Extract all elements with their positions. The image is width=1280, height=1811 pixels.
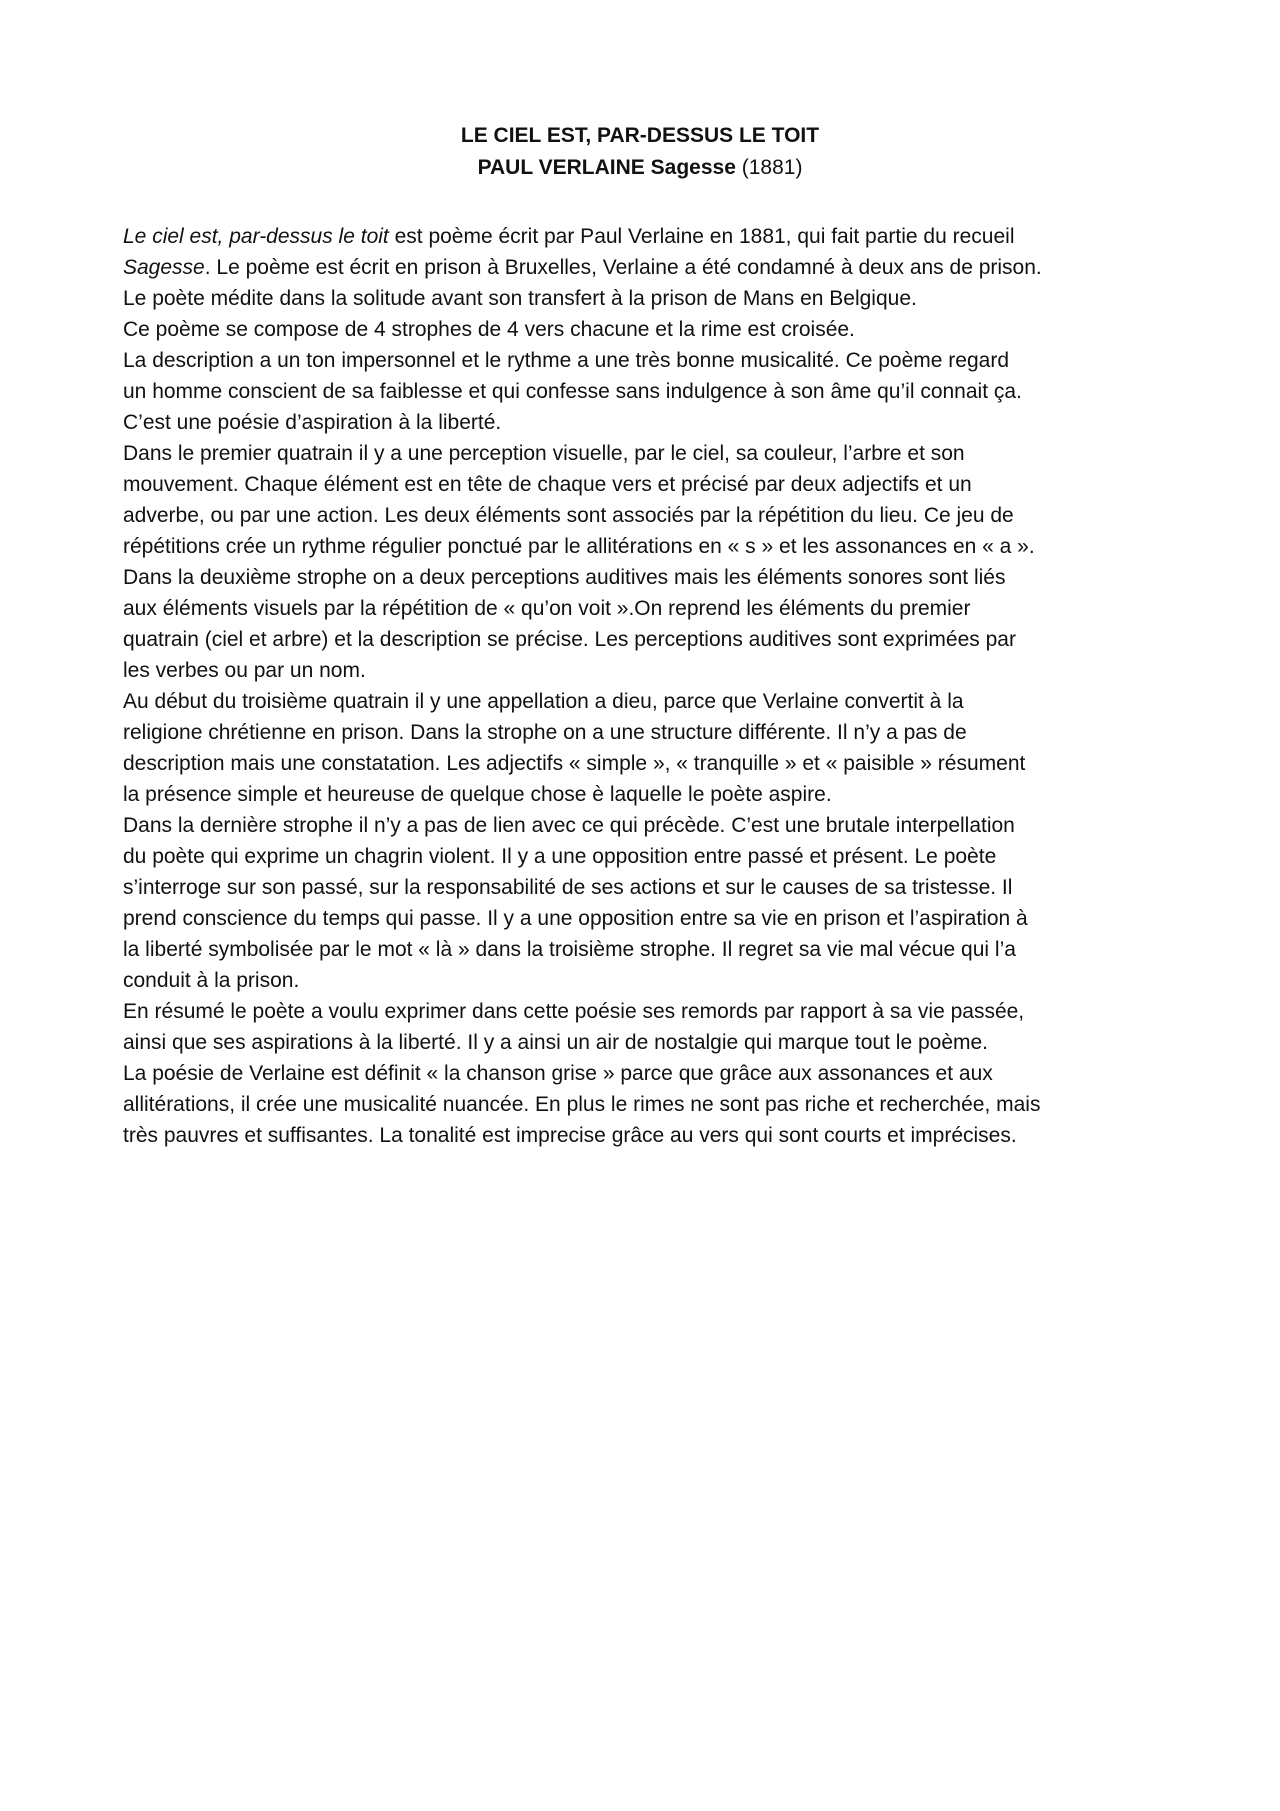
body-line: C’est une poésie d’aspiration à la liberté. bbox=[123, 411, 502, 434]
collection-title-italic: Sagesse bbox=[123, 256, 205, 279]
body-line: La poésie de Verlaine est définit « la chanson grise » parce que grâce aux assonances et aux bbox=[123, 1062, 993, 1085]
body-line: les verbes ou par un nom. bbox=[123, 659, 366, 682]
second-text: . Le poème est écrit en prison à Bruxelles, Verlaine a été condamné à deux ans de prison. bbox=[204, 256, 1042, 279]
document-subtitle bbox=[0, 152, 1280, 184]
body-line: quatrain (ciel et arbre) et la description se précise. Les perceptions auditives sont exprimées par bbox=[123, 628, 1016, 651]
body-line: répétitions crée un rythme régulier ponctué par le allitérations en « s » et les assonances en « a ». bbox=[123, 535, 1035, 558]
body-line: La description a un ton impersonnel et le rythme a une très bonne musicalité. Ce poème regard bbox=[123, 349, 1009, 372]
body-line: allitérations, il crée une musicalité nuancée. En plus le rimes ne sont pas riche et recherchée, mais bbox=[123, 1093, 1041, 1116]
subtitle-author: PAUL VERLAINE bbox=[477, 156, 645, 179]
subtitle-work: Sagesse bbox=[650, 156, 736, 179]
body-line: Dans le premier quatrain il y a une perception visuelle, par le ciel, sa couleur, l’arbre et son bbox=[123, 442, 965, 465]
body-line: prend conscience du temps qui passe. Il y a une opposition entre sa vie en prison et l’aspiration à bbox=[123, 907, 1028, 930]
document-header bbox=[0, 120, 1280, 184]
document-title: LE CIEL EST, PAR-DESSUS LE TOIT bbox=[460, 124, 820, 147]
body-line bbox=[123, 252, 1173, 283]
body-line: très pauvres et suffisantes. La tonalité est imprecise grâce au vers qui sont courts et imprécises. bbox=[123, 1124, 1017, 1147]
body-line: du poète qui exprime un chagrin violent. Il y a une opposition entre passé et présent. Le poète bbox=[123, 845, 997, 868]
body-line: Dans la deuxième strophe on a deux perceptions auditives mais les éléments sonores sont liés bbox=[123, 566, 1006, 589]
body-line: la présence simple et heureuse de quelque chose è laquelle le poète aspire. bbox=[123, 783, 832, 806]
intro-text: est poème écrit par Paul Verlaine en 1881, qui fait partie du recueil bbox=[388, 225, 1015, 248]
body-line: Au début du troisième quatrain il y une appellation a dieu, parce que Verlaine convertit à la bbox=[123, 690, 964, 713]
body-line: description mais une constatation. Les adjectifs « simple », « tranquille » et « paisible » résument bbox=[123, 752, 1026, 775]
body-line: un homme conscient de sa faiblesse et qui confesse sans indulgence à son âme qu’il connait ça. bbox=[123, 380, 1022, 403]
body-line: mouvement. Chaque élément est en tête de chaque vers et précisé par deux adjectifs et un bbox=[123, 473, 972, 496]
body-line: Dans la dernière strophe il n’y a pas de lien avec ce qui précède. C’est une brutale interpellation bbox=[123, 814, 1015, 837]
document-body bbox=[123, 221, 1173, 1151]
body-line: ainsi que ses aspirations à la liberté. Il y a ainsi un air de nostalgie qui marque tout le poème. bbox=[123, 1031, 988, 1054]
poem-title-italic: Le ciel est, par-dessus le toit bbox=[123, 225, 389, 248]
subtitle-year: (1881) bbox=[741, 156, 803, 179]
body-line: religione chrétienne en prison. Dans la strophe on a une structure différente. Il n’y a pas de bbox=[123, 721, 967, 744]
body-line: Le poète médite dans la solitude avant son transfert à la prison de Mans en Belgique. bbox=[123, 287, 917, 310]
body-line: En résumé le poète a voulu exprimer dans cette poésie ses remords par rapport à sa vie passée, bbox=[123, 1000, 1025, 1023]
body-line: la liberté symbolisée par le mot « là » dans la troisième strophe. Il regret sa vie mal vécue qui l’a bbox=[123, 938, 1016, 961]
body-line: conduit à la prison. bbox=[123, 969, 300, 992]
body-line: adverbe, ou par une action. Les deux éléments sont associés par la répétition du lieu. Ce jeu de bbox=[123, 504, 1014, 527]
body-line: Ce poème se compose de 4 strophes de 4 vers chacune et la rime est croisée. bbox=[123, 318, 855, 341]
body-line bbox=[123, 221, 1173, 252]
body-line: aux éléments visuels par la répétition de « qu’on voit ».On reprend les éléments du premier bbox=[123, 597, 971, 620]
body-line: s’interroge sur son passé, sur la responsabilité de ses actions et sur le causes de sa tristesse. Il bbox=[123, 876, 1013, 899]
